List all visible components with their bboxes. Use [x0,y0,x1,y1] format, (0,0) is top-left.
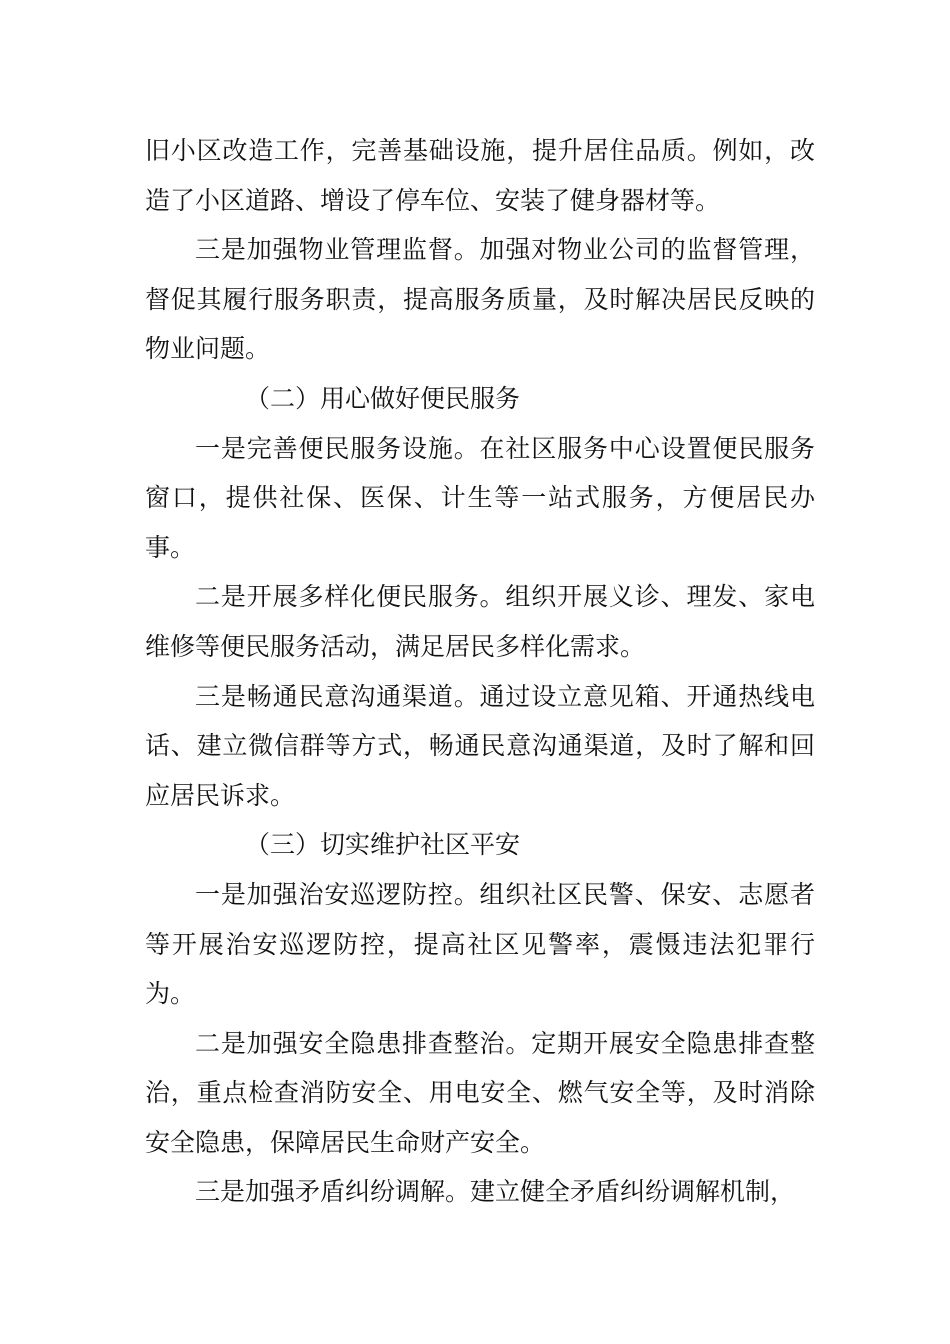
section-heading-community-safety: （三）切实维护社区平安 [245,830,521,860]
paragraph-hazard-inspection: 二是加强安全隐患排查整治。定期开展安全隐患排查整治，重点检查消防安全、用电安全、燃气安全等，及时消除安全隐患，保障居民生命财产安全。 [145,1028,815,1157]
paragraph-continuation: 旧小区改造工作，完善基础设施，提升居住品质。例如，改造了小区道路、增设了停车位、安装了健身器材等。 [145,136,815,215]
paragraph-service-facilities: 一是完善便民服务设施。在社区服务中心设置便民服务窗口，提供社保、医保、计生等一站式服务，方便居民办事。 [145,433,815,562]
paragraph-diverse-services: 二是开展多样化便民服务。组织开展义诊、理发、家电维修等便民服务活动，满足居民多样化需求。 [145,582,815,661]
document-body [145,126,815,1217]
paragraph-property-supervision: 三是加强物业管理监督。加强对物业公司的监督管理，督促其履行服务职责，提高服务质量，及时解决居民反映的物业问题。 [145,235,815,364]
paragraph-security-patrol: 一是加强治安巡逻防控。组织社区民警、保安、志愿者等开展治安巡逻防控，提高社区见警率，震慑违法犯罪行为。 [145,879,815,1009]
paragraph-dispute-mediation: 三是加强矛盾纠纷调解。建立健全矛盾纠纷调解机制， [195,1177,796,1207]
section-heading-convenience-services: （二）用心做好便民服务 [245,383,521,413]
paragraph-public-communication: 三是畅通民意沟通渠道。通过设立意见箱、开通热线电话、建立微信群等方式，畅通民意沟通渠道，及时了解和回应居民诉求。 [145,681,815,810]
